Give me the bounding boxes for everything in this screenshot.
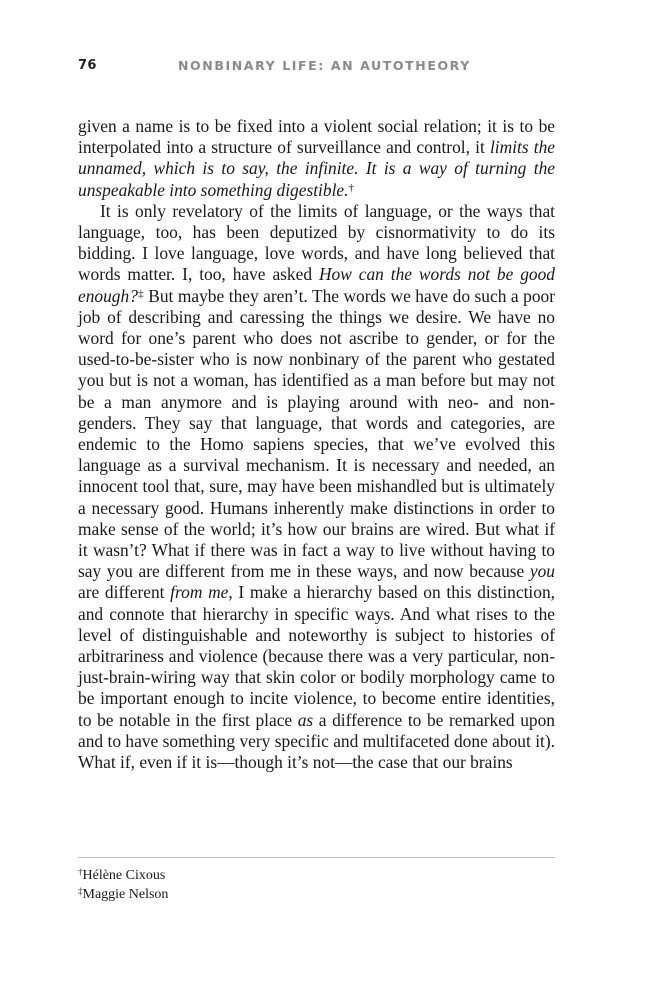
paragraph-2-italic-you: you <box>529 561 555 582</box>
paragraph-2 <box>78 201 555 773</box>
footnote-1 <box>78 866 555 885</box>
paragraph-1-text: given a name is to be fixed into a violent social relation; it is to be interpolated into a structure of surveillance and control, it <box>78 116 555 158</box>
paragraph-2-italic-question: How can the words not be good enough? <box>78 264 555 306</box>
paragraph-1-italic: limits the unnamed, which is to say, the infinite. It is a way of turning the unspeakable into something digestible. <box>78 137 555 200</box>
paragraph-2-text-d: , I make a hierarchy based on this distinction, and connote that hierarchy in specific ways. And what rises to the level of distinguishable and noteworthy is subject to histories of arbitrariness and violence (because there was a very particular, non-just-brain-wiring way that skin color or bodily morphology came to be important enough to incite violence, to become entire identities, to be notable in the first place <box>78 582 555 730</box>
paragraph-1 <box>78 116 555 201</box>
paragraph-2-italic-from-me: from me <box>170 582 229 603</box>
footnote-divider <box>78 857 555 858</box>
page-number: 76 <box>78 58 97 73</box>
running-head: NONBINARY LIFE: AN AUTOTHEORY <box>178 58 471 73</box>
page-header <box>78 58 555 78</box>
footnote-reference-double-dagger: ‡ <box>137 287 144 300</box>
footnote-1-text: Hélène Cixous <box>82 868 166 883</box>
footnotes <box>78 866 555 904</box>
paragraph-2-text-e: a difference to be remarked upon and to have something very specific and multifaceted done about it). What if, even if it is—though it’s not—the case that our brains <box>78 709 555 773</box>
footnote-reference-dagger: † <box>348 181 354 194</box>
paragraph-2-text-c: are different <box>78 582 171 603</box>
footnote-2-text: Maggie Nelson <box>82 887 169 902</box>
footnote-2 <box>78 885 555 904</box>
body-text <box>78 116 555 773</box>
paragraph-2-text-b: But maybe they aren’t. The words we have do such a poor job of describing and caressing the things we desire. We have no word for one’s parent who does not ascribe to gender, or for the used-to-be-sister who is now nonbinary of the parent who gestated you but is not a woman, has identified as a man before but may not be a man anymore and is playing around with neo- and non-genders. They say that language, that words and categories, are endemic to the Homo sapiens species, that we’ve evolved this language as a survival mechanism. It is necessary and needed, an innocent tool that, sure, may have been mishandled but is ultimately a necessary good. Humans inherently make distinctions in order to make sense of the world; it’s how our brains are wired. But what if it wasn’t? What if there was in fact a way to live without having to say you are different from me in these ways, and now because <box>78 285 555 582</box>
paragraph-2-text-a: It is only revelatory of the limits of language, or the ways that language, too, has been deputized by cisnormativity to do its bidding. I love language, love words, and have long believed that words matter. I, too, have asked <box>78 200 555 285</box>
footnote-2-mark: ‡ <box>78 886 83 896</box>
footnote-1-mark: † <box>78 867 83 877</box>
paragraph-2-italic-as: as <box>297 709 314 730</box>
